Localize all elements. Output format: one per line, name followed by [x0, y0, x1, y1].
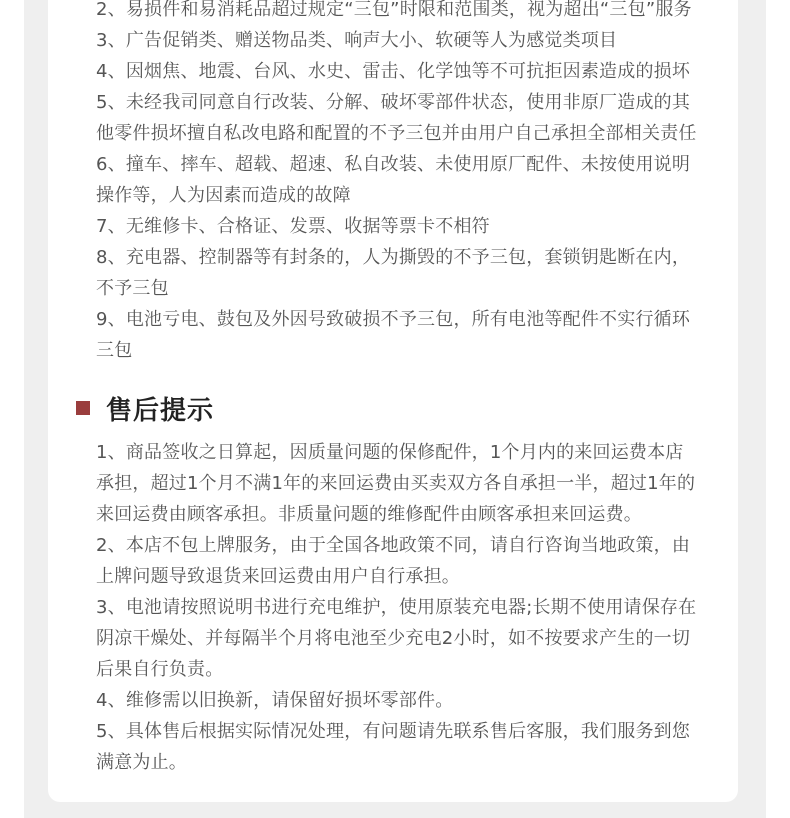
list-line: 他零件损坏擅自私改电路和配置的不予三包并由用户自己承担全部相关责任 [96, 123, 697, 144]
list-line: 6、撞车、摔车、超载、超速、私自改装、未使用原厂配件、未按使用说明 [96, 154, 691, 175]
list-line: 三包 [96, 340, 133, 361]
after-sales-list [96, 437, 716, 778]
list-line: 不予三包 [96, 278, 169, 299]
list-line: 2、易损件和易消耗品超过规定“三包”时限和范围类，视为超出“三包”服务 [96, 0, 692, 20]
list-line: 1、商品签收之日算起，因质量问题的保修配件，1个月内的来回运费本店 [96, 442, 684, 463]
section-title: 售后提示 [106, 395, 215, 426]
list-line: 5、具体售后根据实际情况处理，有问题请先联系售后客服，我们服务到您 [96, 721, 691, 742]
list-line: 3、广告促销类、赠送物品类、响声大小、软硬等人为感觉类项目 [96, 30, 618, 51]
exclusions-list [96, 0, 716, 366]
list-line: 上牌问题导致退货来回运费由用户自行承担。 [96, 566, 460, 587]
list-line: 4、维修需以旧换新，请保留好损坏零部件。 [96, 690, 454, 711]
list-line: 2、本店不包上牌服务，由于全国各地政策不同，请自行咨询当地政策，由 [96, 535, 691, 556]
list-line: 7、无维修卡、合格证、发票、收据等票卡不相符 [96, 216, 490, 237]
list-line: 来回运费由顾客承担。非质量问题的维修配件由顾客承担来回运费。 [96, 504, 642, 525]
list-line: 3、电池请按照说明书进行充电维护，使用原装充电器;长期不使用请保存在 [96, 597, 697, 618]
list-line: 4、因烟焦、地震、台风、水史、雷击、化学蚀等不可抗拒因素造成的损坏 [96, 61, 691, 82]
list-line: 承担，超过1个月不满1年的来回运费由买卖双方各自承担一半，超过1年的 [96, 473, 696, 494]
list-line: 9、电池亏电、鼓包及外因号致破损不予三包，所有电池等配件不实行循环 [96, 309, 691, 330]
list-line: 满意为止。 [96, 752, 187, 773]
list-line: 5、未经我司同意自行改装、分解、破坏零部件状态，使用非原厂造成的其 [96, 92, 691, 113]
after-sales-heading [76, 390, 214, 426]
list-line: 后果自行负责。 [96, 659, 224, 680]
list-line: 8、充电器、控制器等有封条的，人为撕毁的不予三包，套锁钥匙断在内， [96, 247, 691, 268]
list-line: 操作等，人为因素而造成的故障 [96, 185, 351, 206]
list-line: 阴凉干燥处、并每隔半个月将电池至少充电2小时，如不按要求产生的一切 [96, 628, 691, 649]
heading-marker [76, 401, 90, 415]
